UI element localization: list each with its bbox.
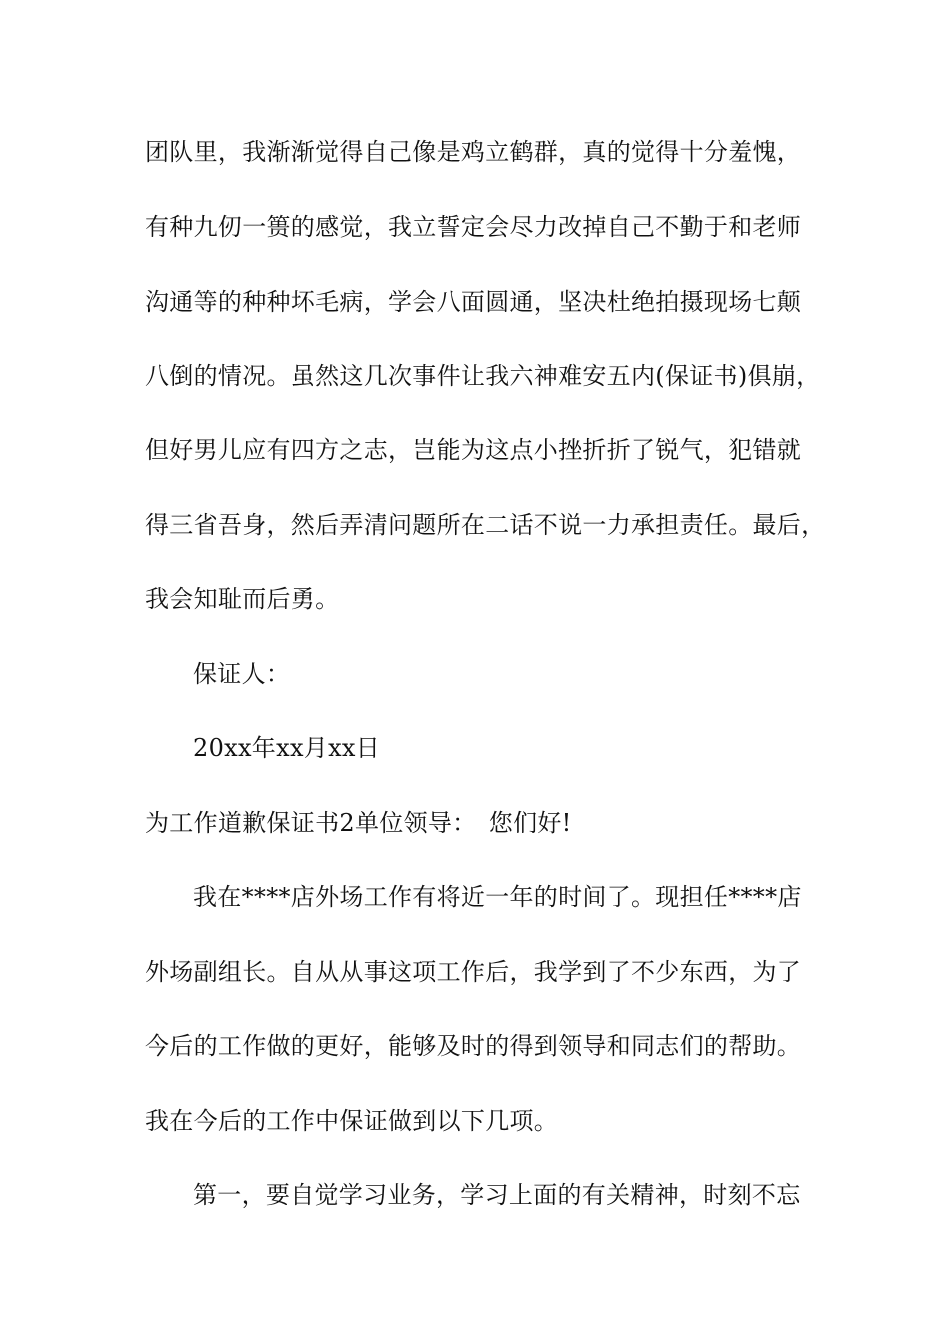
paragraph-line: 但好男儿应有四方之志，岂能为这点小挫折折了锐气，犯错就 (145, 436, 802, 464)
paragraph-line: 第一，要自觉学习业务，学习上面的有关精神，时刻不忘 (193, 1181, 801, 1209)
date-line: 20xx年xx月xx日 (193, 734, 381, 762)
paragraph-line: 今后的工作做的更好，能够及时的得到领导和同志们的帮助。 (145, 1032, 802, 1060)
paragraph-line: 我在****店外场工作有将近一年的时间了。现担任****店 (193, 883, 802, 911)
paragraph-line: 得三省吾身，然后弄清问题所在二话不说一力承担责任。最后， (145, 511, 826, 539)
signature-label: 保证人： (193, 660, 291, 688)
paragraph-line: 我会知耻而后勇。 (145, 585, 340, 613)
paragraph-line: 八倒的情况。虽然这几次事件让我六神难安五内(保证书)俱崩， (145, 362, 821, 390)
section-heading: 为工作道歉保证书2单位领导： 您们好! (145, 809, 572, 837)
paragraph-line: 有种九仞一篑的感觉，我立誓定会尽力改掉自己不勤于和老师 (145, 213, 802, 241)
paragraph-line: 我在今后的工作中保证做到以下几项。 (145, 1107, 559, 1135)
paragraph-line: 外场副组长。自从从事这项工作后，我学到了不少东西，为了 (145, 958, 802, 986)
paragraph-line: 沟通等的种种坏毛病，学会八面圆通，坚决杜绝拍摄现场七颠 (145, 288, 802, 316)
paragraph-line: 团队里，我渐渐觉得自己像是鸡立鹤群，真的觉得十分羞愧， (145, 138, 802, 166)
